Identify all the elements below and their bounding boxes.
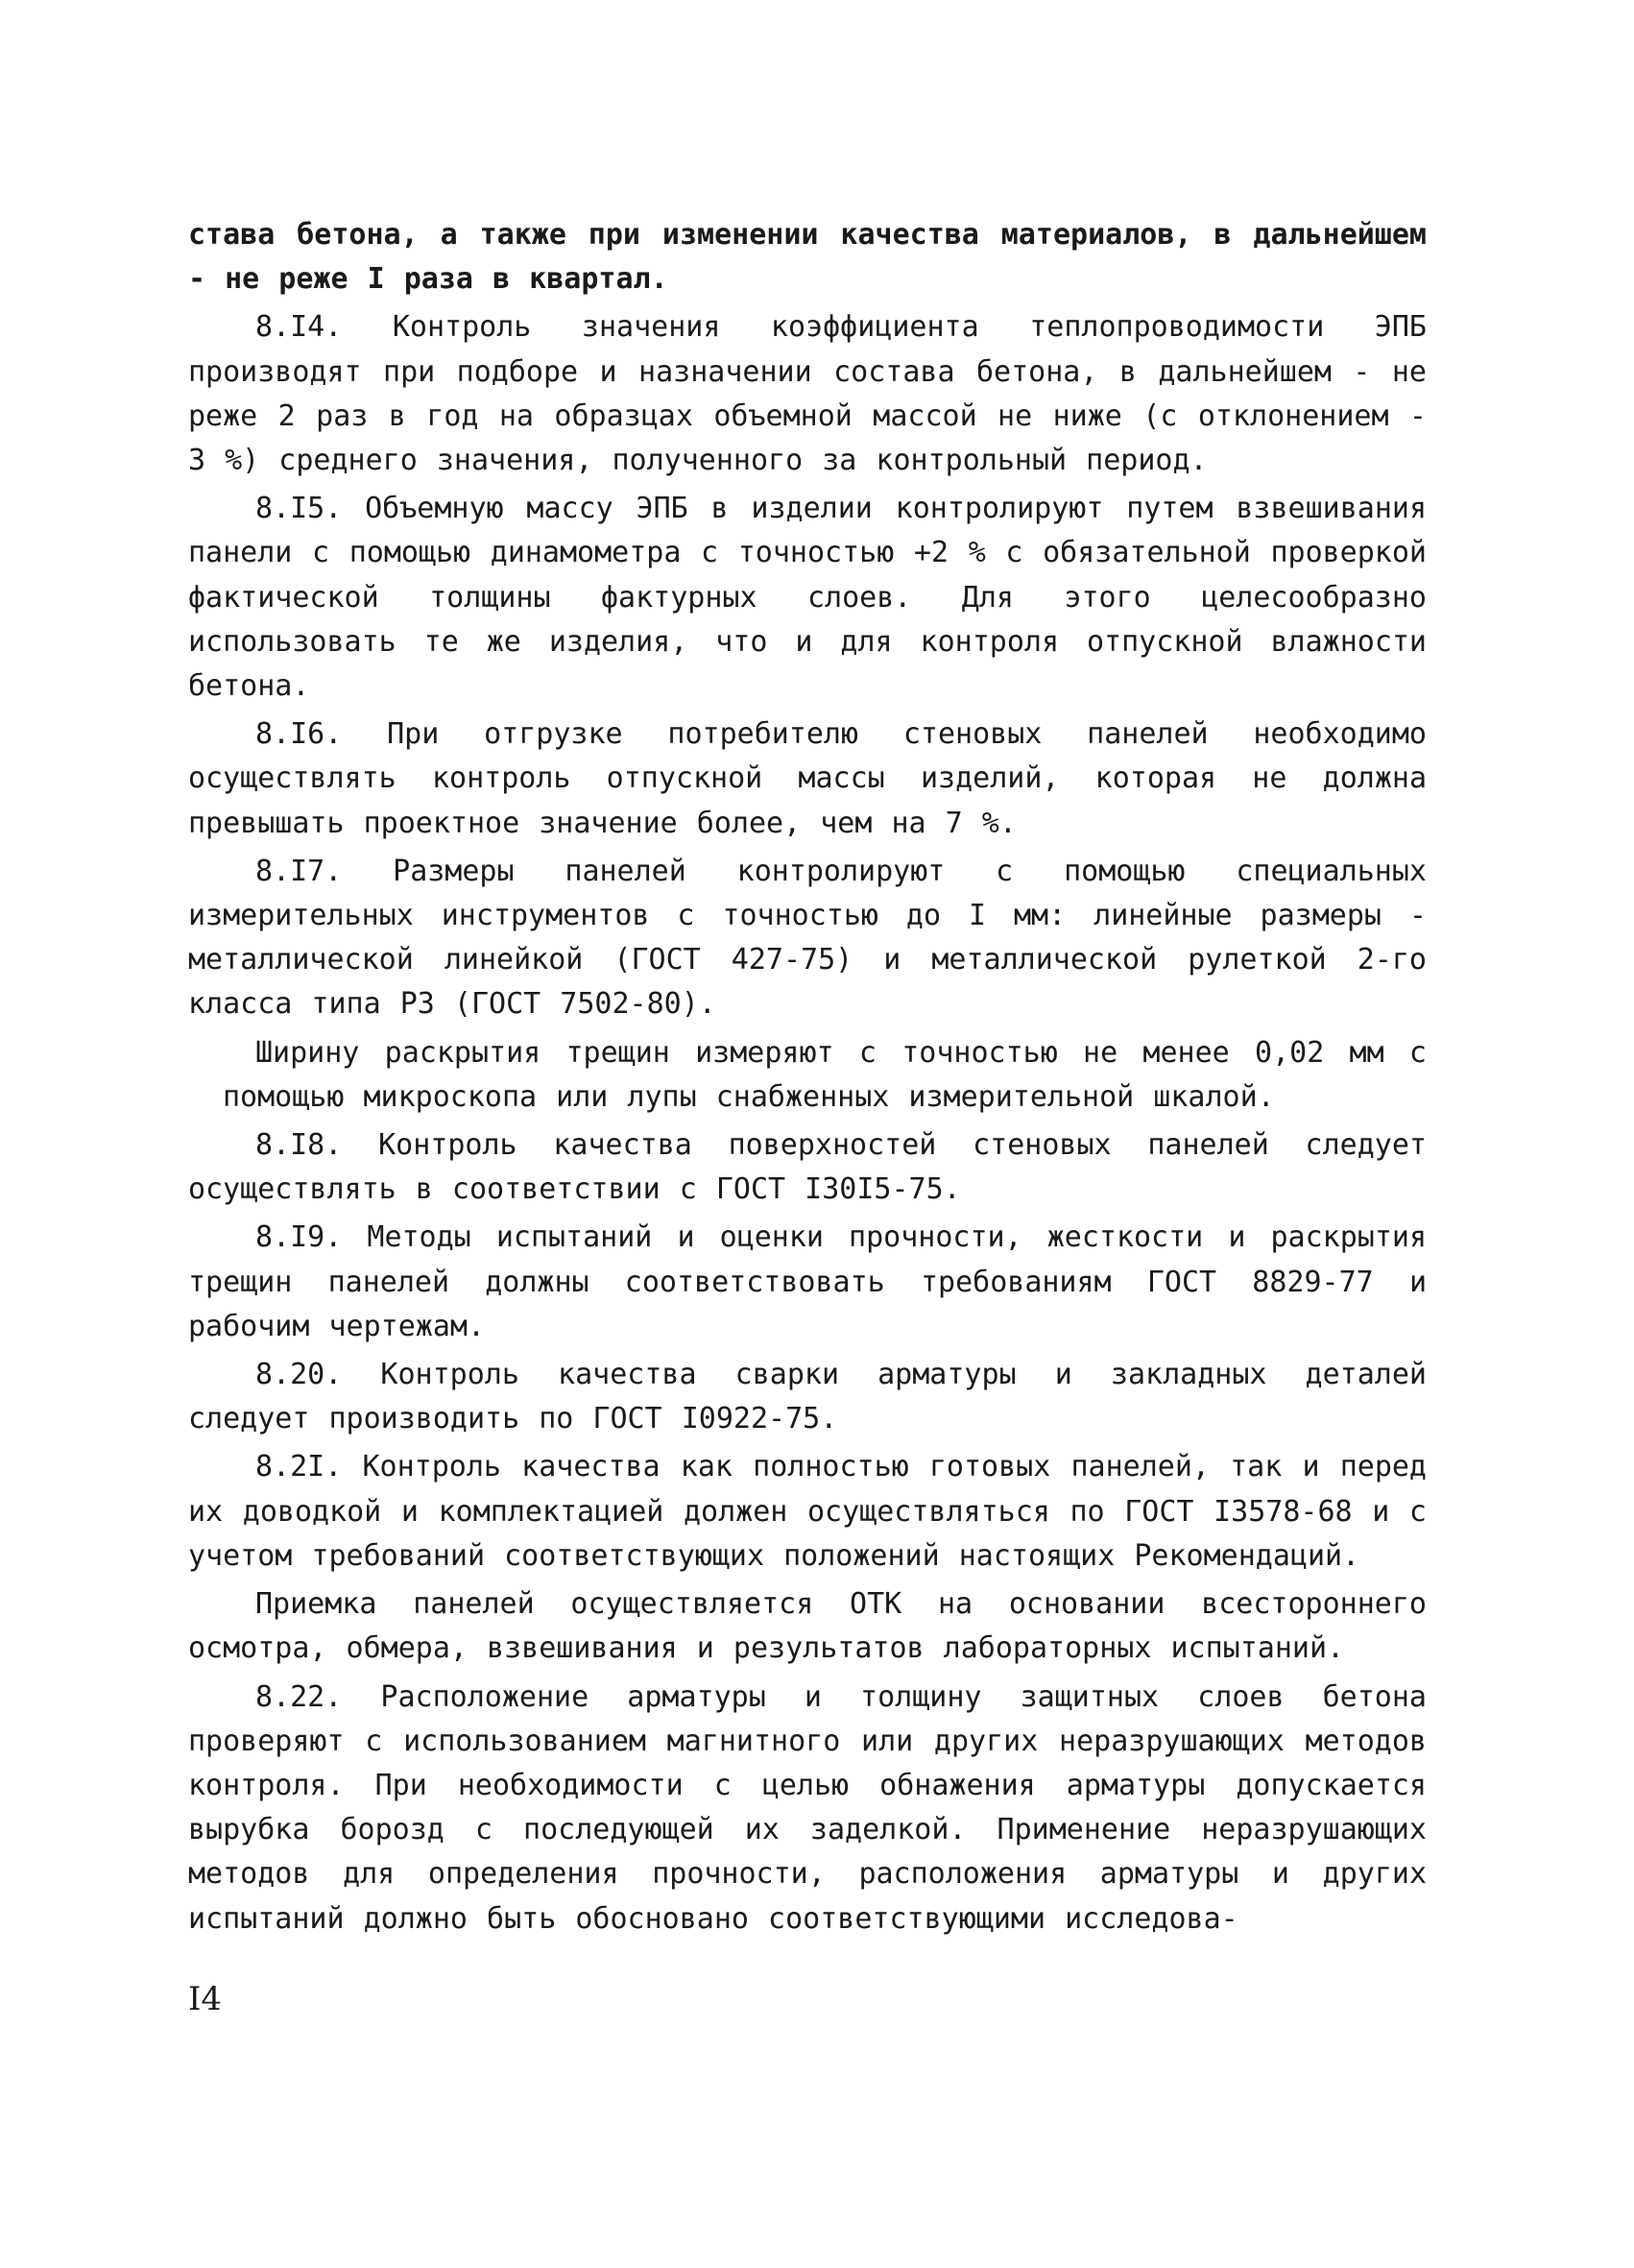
paragraph-8-14: 8.I4. Контроль значения коэффициента теплопроводимости ЭПБ производят при подборе и назначении состава бетона, в дальнейшем - не реже 2 раз в год на образцах объемной массой не ниже (с отклонением - 3 %) среднего значения, полученного за контрольный период. <box>188 310 1427 478</box>
document-body <box>188 213 1427 1942</box>
paragraph-continuation: става бетона, а также при изменении качества материалов, в дальнейшем - не реже I раза в квартал. <box>188 218 1427 297</box>
paragraph-8-19: 8.I9. Методы испытаний и оценки прочности, жесткости и раскрытия трещин панелей должны соответствовать требованиям ГОСТ 8829-77 и рабочим чертежам. <box>188 1220 1427 1343</box>
paragraph-acceptance: Приемка панелей осуществляется ОТК на основании всестороннего осмотра, обмера, взвешивания и результатов лабораторных испытаний. <box>188 1587 1427 1666</box>
paragraph-8-17: 8.I7. Размеры панелей контролируют с помощью специальных измерительных инструментов с точностью до I мм: линейные размеры - металлической линейкой (ГОСТ 427-75) и металлической рулеткой 2-го класса типа Р3 (ГОСТ 7502-80). <box>188 854 1427 1022</box>
paragraph-crack-width: Ширину раскрытия трещин измеряют с точностью не менее 0,02 мм с помощью микроскопа или лупы снабженных измерительной шкалой. <box>223 1035 1427 1114</box>
paragraph-8-15: 8.I5. Объемную массу ЭПБ в изделии контролируют путем взвешивания панели с помощью динамометра с точностью +2 % с обязательной проверкой фактической толщины фактурных слоев. Для этого целесообразно использовать те же изделия, что и для контроля отпускной влажности бетона. <box>188 492 1427 704</box>
paragraph-8-21: 8.2I. Контроль качества как полностью готовых панелей, так и перед их доводкой и комплектацией должен осуществляться по ГОСТ I3578-68 и с учетом требований соответствующих положений настоящих Рекомендаций. <box>188 1450 1427 1573</box>
paragraph-8-18: 8.I8. Контроль качества поверхностей стеновых панелей следует осуществлять в соответствии с ГОСТ I30I5-75. <box>188 1128 1427 1207</box>
paragraph-8-16: 8.I6. При отгрузке потребителю стеновых панелей необходимо осуществлять контроль отпускной массы изделий, которая не должна превышать проектное значение более, чем на 7 %. <box>188 717 1427 840</box>
paragraph-8-20: 8.20. Контроль качества сварки арматуры и закладных деталей следует производить по ГОСТ I0922-75. <box>188 1358 1427 1436</box>
paragraph-8-22: 8.22. Расположение арматуры и толщину защитных слоев бетона проверяют с использованием магнитного или других неразрушающих методов контроля. При необходимости с целью обнажения арматуры допускается вырубка борозд с последующей их заделкой. Применение неразрушающих методов для определения прочности, расположения арматуры и других испытаний должно быть обосновано соответствующими исследова- <box>188 1679 1427 1936</box>
page-number: I4 <box>188 1980 223 2018</box>
